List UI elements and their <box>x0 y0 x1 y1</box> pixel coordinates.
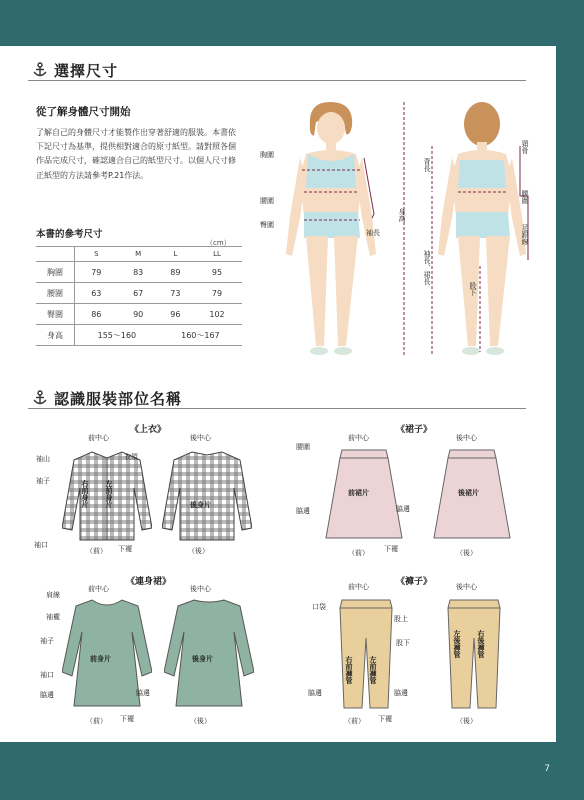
table-header-cell <box>36 247 75 262</box>
skirt-back-caption: （後） <box>456 549 477 557</box>
table-cell: 63 <box>75 283 118 304</box>
pants-front-drawing <box>338 598 394 712</box>
skirt-side-seam-left: 脇邊 <box>296 507 310 515</box>
pants-pocket: 口袋 <box>312 603 326 611</box>
row-label: 胸圍 <box>36 262 75 283</box>
shirt-back-caption: （後） <box>188 547 209 555</box>
dress-title: 《連身裙》 <box>126 577 172 587</box>
label-waist: 腰圍 <box>260 197 274 205</box>
pants-left-back-leg: 左後褲管 <box>453 630 461 658</box>
table-cell: 86 <box>75 304 118 325</box>
label-bust: 胸圍 <box>260 151 274 159</box>
shirt-right-front: 右前身片 <box>81 480 89 508</box>
table-cell: 79 <box>192 283 242 304</box>
table-header-cell: LL <box>192 247 242 262</box>
dress-center-back: 後中心 <box>190 585 211 593</box>
dress-side-seam-left: 脇邊 <box>40 691 54 699</box>
skirt-waist: 腰圍 <box>296 443 310 451</box>
intro-paragraph: 了解自己的身體尺寸才能製作出穿著舒適的服裝。本書依下記尺寸為基準，提供相對適合的原寸紙型。請對照各個作品完成尺寸，確認適合自己的紙型尺寸。以個人尺寸修正紙型的方法請參考P.21作法。 <box>36 128 236 180</box>
pants-left-front-leg: 左前褲管 <box>369 656 377 684</box>
table-cell: 89 <box>159 262 192 283</box>
dress-side-seam-right: 脇邊 <box>136 689 150 697</box>
dress-front-caption: （前） <box>86 717 107 725</box>
table-cell: 102 <box>192 304 242 325</box>
label-inseam: 股下 <box>469 282 477 296</box>
section-divider <box>28 80 526 81</box>
label-waist-back: 腰圍 <box>521 190 529 204</box>
top-title: 《上衣》 <box>130 425 167 435</box>
table-cell: 160〜167 <box>159 325 242 346</box>
pants-right-back-leg: 右後褲管 <box>477 630 485 658</box>
section-title-garment-parts: 認識服裝部位名稱 <box>32 388 182 409</box>
height-measure-line <box>394 100 414 358</box>
skirt-title: 《裙子》 <box>396 425 433 435</box>
dress-center-front: 前中心 <box>88 585 109 593</box>
table-cell: 79 <box>75 262 118 283</box>
shirt-hem: 下襬 <box>118 545 132 553</box>
label-neck-bone: 頸骨 <box>521 140 529 154</box>
shirt-left-front: 左前身片 <box>105 480 113 508</box>
table-title: 本書的參考尺寸 <box>36 229 103 240</box>
anchor-icon <box>32 62 48 78</box>
table-cell: 95 <box>192 262 242 283</box>
shirt-back-body: 後身片 <box>190 501 211 509</box>
skirt-hem: 下襬 <box>384 545 398 553</box>
skirt-side-seam-right: 脇邊 <box>396 505 410 513</box>
label-sleeve-length: 袖長 <box>366 229 380 237</box>
label-hip: 臀圍 <box>260 221 274 229</box>
label-height: 身高 <box>398 208 406 222</box>
dress-cuff: 袖口 <box>40 671 54 679</box>
table-cell: 83 <box>118 262 159 283</box>
dress-armhole: 袖襱 <box>46 613 60 621</box>
dress-front-body: 前身片 <box>90 655 111 663</box>
table-cell: 90 <box>118 304 159 325</box>
shirt-back-drawing <box>162 448 252 544</box>
anchor-icon <box>32 390 48 406</box>
table-unit: （cm） <box>206 239 231 247</box>
shirt-cuff: 袖口 <box>34 541 48 549</box>
dress-hem: 下襬 <box>120 715 134 723</box>
table-row <box>36 283 242 304</box>
skirt-center-front: 前中心 <box>348 434 369 442</box>
pants-side-seam-left: 脇邊 <box>308 689 322 697</box>
table-row <box>36 325 242 346</box>
shirt-front-caption: （前） <box>86 547 107 555</box>
shirt-center-back: 後中心 <box>190 434 211 442</box>
page-footer-band <box>0 742 584 800</box>
skirt-center-back: 後中心 <box>456 434 477 442</box>
dress-back-caption: （後） <box>190 717 211 725</box>
table-header-row <box>36 247 242 262</box>
pants-center-back: 後中心 <box>456 583 477 591</box>
table-header-cell: L <box>159 247 192 262</box>
page-number: 7 <box>544 764 550 774</box>
pants-right-front-leg: 右前褲管 <box>345 656 353 684</box>
table-row <box>36 304 242 325</box>
pants-side-seam-right: 脇邊 <box>394 689 408 697</box>
shirt-sleeve: 袖子 <box>36 477 50 485</box>
pants-hem: 下襬 <box>378 715 392 723</box>
table-cell: 96 <box>159 304 192 325</box>
label-heel-line: 足跟線 <box>521 224 529 245</box>
dress-sleeve: 袖子 <box>40 637 54 645</box>
pants-front-caption: （前） <box>344 717 365 725</box>
pants-center-front: 前中心 <box>348 583 369 591</box>
table-cell: 155〜160 <box>75 325 159 346</box>
row-label: 腰圍 <box>36 283 75 304</box>
table-cell: 73 <box>159 283 192 304</box>
shirt-center-front: 前中心 <box>88 434 109 442</box>
shirt-sleeve-cap: 袖山 <box>36 455 50 463</box>
table-cell: 67 <box>118 283 159 304</box>
subtitle: 從了解身體尺寸開始 <box>36 106 131 118</box>
dress-back-body: 後身片 <box>192 655 213 663</box>
dress-shoulder: 肩線 <box>46 591 60 599</box>
section-divider <box>28 408 526 409</box>
table-row <box>36 262 242 283</box>
pants-back-caption: （後） <box>456 717 477 725</box>
size-table <box>36 246 242 346</box>
skirt-front-caption: （前） <box>348 549 369 557</box>
section-title-choose-size: 選擇尺寸 <box>32 60 118 81</box>
table-header-cell: M <box>118 247 159 262</box>
label-sleeve-skirt-length: 袖長、裙長 <box>423 250 431 285</box>
table-header-cell: S <box>75 247 118 262</box>
label-back-length: 背長 <box>423 158 431 172</box>
row-label: 身高 <box>36 325 75 346</box>
skirt-back-panel: 後裙片 <box>458 489 479 497</box>
pants-title: 《褲子》 <box>396 577 433 587</box>
pants-inseam: 股下 <box>396 639 410 647</box>
shirt-collar: 衣領 <box>124 453 138 461</box>
skirt-front-panel: 前裙片 <box>348 489 369 497</box>
pants-rise: 股上 <box>394 615 408 623</box>
row-label: 臀圍 <box>36 304 75 325</box>
